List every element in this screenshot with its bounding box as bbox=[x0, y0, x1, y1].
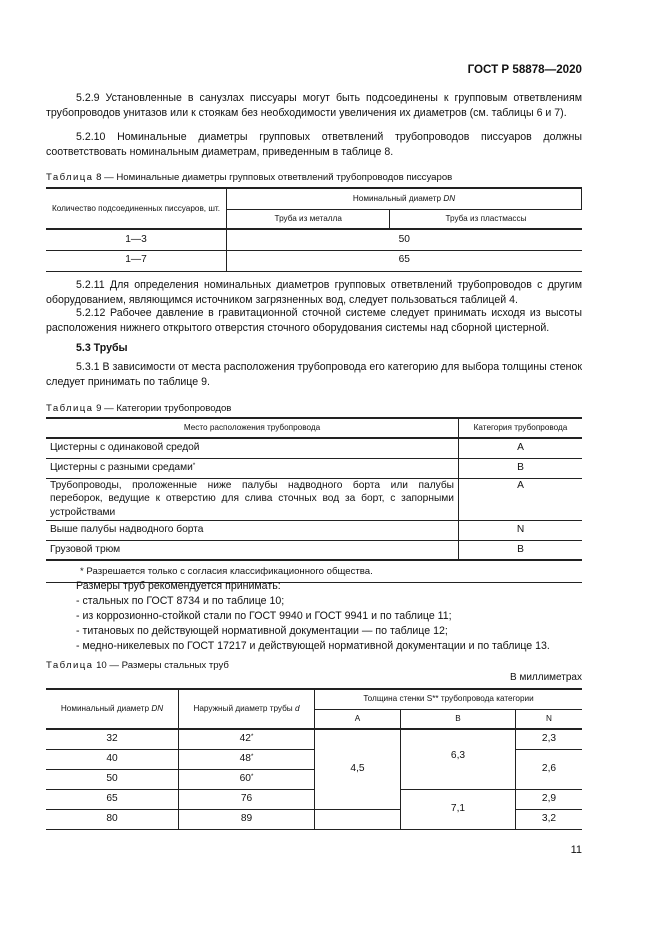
table10-caption-text: 10 — Размеры стальных труб bbox=[93, 660, 229, 671]
table-row bbox=[46, 729, 582, 749]
table10-col-cat-n: N bbox=[516, 709, 583, 729]
table-row bbox=[46, 250, 582, 271]
table9-caption-word: Таблица bbox=[46, 403, 94, 414]
table10-cell-dn: 50 bbox=[46, 769, 179, 789]
table8-col-plastic: Труба из пластмассы bbox=[390, 209, 582, 229]
document-header: ГОСТ Р 58878—2020 bbox=[467, 63, 582, 76]
table10-units: В миллиметрах bbox=[510, 672, 582, 683]
table10-cell-dn: 65 bbox=[46, 789, 179, 809]
table10-col-dn: Номинальный диаметр DN bbox=[46, 689, 179, 729]
table10-col-cat-b: B bbox=[401, 709, 516, 729]
list-item: - из коррозионно-стойкой стали по ГОСТ 9940 и ГОСТ 9941 и по таблице 11; bbox=[76, 610, 452, 623]
table9-cell-location: Грузовой трюм bbox=[46, 540, 459, 560]
table-row bbox=[46, 229, 582, 250]
table10-cell-cat-n: 2,9 bbox=[516, 789, 583, 809]
section-heading-5-3: 5.3 Трубы bbox=[76, 342, 128, 354]
sizes-list bbox=[76, 594, 582, 654]
table10-cell-d: 42* bbox=[179, 729, 315, 749]
table9-col-category: Категория трубопровода bbox=[459, 418, 583, 438]
table9-col-location: Место расположения трубопровода bbox=[46, 418, 459, 438]
table9-cell-category: A bbox=[459, 478, 583, 520]
table-9 bbox=[46, 417, 582, 583]
table10-cell-cat-n: 2,6 bbox=[516, 749, 583, 789]
table9-caption bbox=[46, 402, 231, 416]
table8-caption-word: Таблица bbox=[46, 172, 94, 183]
table8-caption bbox=[46, 171, 452, 185]
table10-cell-cat-n: 3,2 bbox=[516, 809, 583, 829]
list-item: - стальных по ГОСТ 8734 и по таблице 10; bbox=[76, 595, 285, 607]
table-row bbox=[46, 540, 582, 560]
table10-cell-cat-b-empty bbox=[401, 729, 516, 749]
table9-cell-category: N bbox=[459, 520, 583, 540]
table8-col-metal: Труба из металла bbox=[227, 209, 390, 229]
sizes-intro: Размеры труб рекомендуется принимать: bbox=[76, 580, 281, 592]
paragraph-5-2-10: 5.2.10 Номинальные диаметры групповых ответвлений трубопроводов писсуаров должны соответствовать номинальным диаметрам, приведенным в таблице 8. bbox=[46, 131, 582, 159]
paragraph-5-2-11: 5.2.11 Для определения номинальных диаметров групповых ответвлений трубопроводов с другим оборудованием, являющимся источником загрязненных вод, следует пользоваться таблицей 4. bbox=[46, 279, 582, 307]
table9-cell-location: Цистерны с одинаковой средой bbox=[46, 438, 459, 458]
table-row bbox=[46, 789, 582, 809]
table10-cell-d: 60* bbox=[179, 769, 315, 789]
table10-cell-dn: 80 bbox=[46, 809, 179, 829]
table10-cell-d: 76 bbox=[179, 789, 315, 809]
paragraph-5-2-9: 5.2.9 Установленные в санузлах писсуары могут быть подсоединены к групповым ответвлениям трубопроводов унитазов или к стоякам без необходимости увеличения их диаметров (см. таблицы 6 и 7). bbox=[46, 92, 582, 120]
table8-cell-dn: 50 bbox=[227, 229, 582, 250]
table-row bbox=[46, 458, 582, 478]
table9-cell-category: B bbox=[459, 458, 583, 478]
table10-cell-d: 89 bbox=[179, 809, 315, 829]
page-number: 11 bbox=[570, 844, 582, 856]
table10-col-cat-a: A bbox=[315, 709, 401, 729]
table10-cell-d: 48* bbox=[179, 749, 315, 769]
table8-col-dn: Номинальный диаметр DN bbox=[227, 188, 582, 209]
table8-cell-dn: 65 bbox=[227, 250, 582, 271]
table10-caption-word: Таблица bbox=[46, 660, 94, 671]
list-item: - титановых по действующей нормативной документации — по таблице 12; bbox=[76, 625, 448, 638]
table9-footnote: * Разрешается только с согласия классификационного общества. bbox=[46, 560, 582, 582]
table9-cell-category: A bbox=[459, 438, 583, 458]
table8-cell-count: 1—7 bbox=[46, 250, 227, 271]
paragraph-5-3-1: 5.3.1 В зависимости от места расположения трубопровода его категорию для выбора толщины стенок следует принимать по таблице 9. bbox=[46, 361, 582, 389]
list-item: - медно-никелевых по ГОСТ 17217 и действующей нормативной документации и по таблице 13. bbox=[76, 640, 550, 653]
table8-dn-symbol: DN bbox=[443, 193, 456, 203]
table10-cell-cat-a-empty bbox=[315, 809, 401, 829]
table-row bbox=[46, 749, 582, 769]
table8-col-count: Количество подсоединенных писсуаров, шт. bbox=[46, 188, 227, 229]
table10-cell-dn: 40 bbox=[46, 749, 179, 769]
footnote-mark: * bbox=[192, 461, 196, 469]
table10-cell-dn: 32 bbox=[46, 729, 179, 749]
table10-cell-cat-a: 4,5 bbox=[315, 729, 401, 809]
table9-cell-category: B bbox=[459, 540, 583, 560]
table9-caption-text: 9 — Категории трубопроводов bbox=[93, 403, 232, 414]
table-row bbox=[46, 478, 582, 520]
table10-col-wall-thickness: Толщина стенки S** трубопровода категории bbox=[315, 689, 583, 709]
table-8 bbox=[46, 187, 582, 272]
table10-cell-cat-n: 2,3 bbox=[516, 729, 583, 749]
table-row bbox=[46, 438, 582, 458]
table9-cell-location: Выше палубы надводного борта bbox=[46, 520, 459, 540]
table9-cell-location: Трубопроводы, проложенные ниже палубы надводного борта или палубы переборок, ведущие к отверстию для слива сточных вод за борт, с запорными устройствами bbox=[46, 478, 459, 520]
table10-caption bbox=[46, 659, 229, 673]
paragraph-5-2-12: 5.2.12 Рабочее давление в гравитационной сточной системе следует принимать исходя из высоты расположения нижнего открытого отверстия сточного оборудования системы над сборной цистерной. bbox=[46, 307, 582, 335]
table-10 bbox=[46, 688, 582, 830]
table9-cell-location: Цистерны с разными средами* bbox=[46, 458, 459, 478]
table8-caption-text: 8 — Номинальные диаметры групповых ответвлений трубопроводов писсуаров bbox=[93, 172, 453, 183]
table8-cell-count: 1—3 bbox=[46, 229, 227, 250]
table10-col-outer-diameter: Наружный диаметр трубы d bbox=[179, 689, 315, 729]
table-row bbox=[46, 520, 582, 540]
table10-cell-cat-b: 7,1 bbox=[401, 789, 516, 829]
table10-cell-cat-b: 6,3 bbox=[401, 749, 516, 789]
